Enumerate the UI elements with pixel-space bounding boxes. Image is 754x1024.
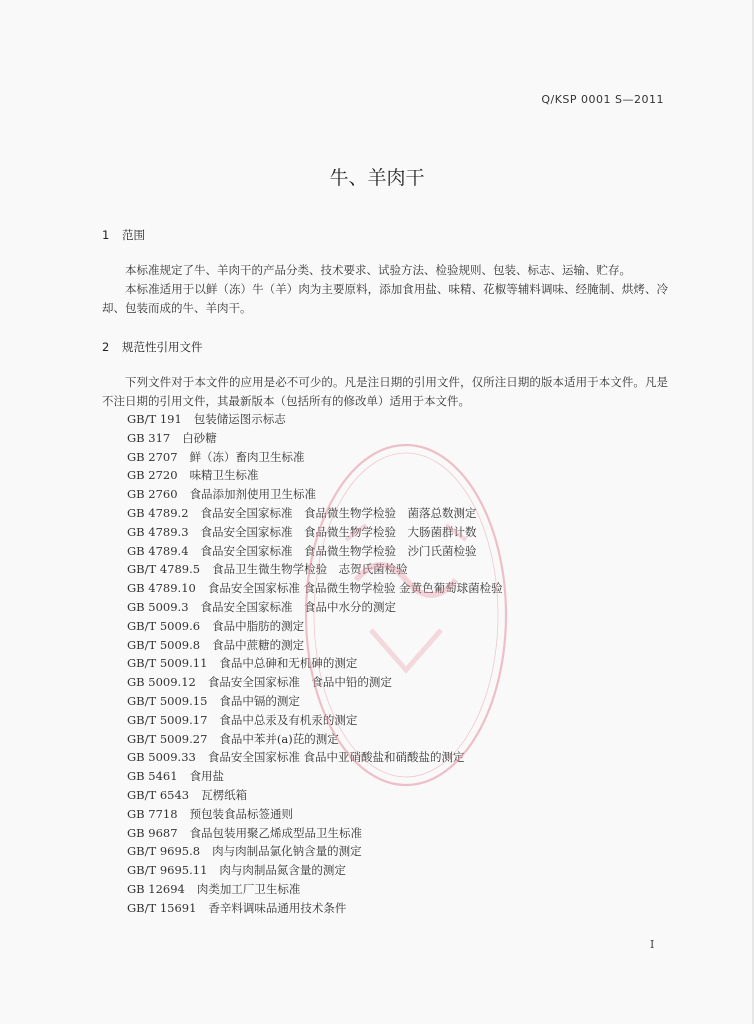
reference-title: 食品中苯并(a)芘的测定	[219, 731, 339, 746]
reference-title: 食用盐	[189, 769, 225, 784]
reference-code: GB/T 5009.27	[127, 731, 208, 746]
reference-code: GB 9687	[127, 825, 178, 840]
reference-item	[127, 748, 667, 767]
reference-code: GB 2720	[127, 468, 178, 483]
reference-code: GB/T 191	[127, 412, 182, 426]
reference-title: 食品安全国家标准 食品微生物学检验 沙门氏菌检验	[200, 543, 477, 558]
reference-title: 食品安全国家标准 食品微生物学检验 金黄色葡萄球菌检验	[207, 581, 503, 596]
reference-code: GB 317	[127, 430, 171, 445]
reference-item	[127, 767, 667, 786]
reference-item	[127, 466, 667, 485]
reference-item	[127, 861, 667, 880]
reference-title: 食品安全国家标准 食品中亚硝酸盐和硝酸盐的测定	[207, 750, 465, 765]
reference-title: 食品中脂肪的测定	[212, 618, 305, 633]
reference-code: GB 5009.33	[127, 750, 196, 765]
reference-list	[127, 410, 667, 918]
reference-item	[127, 880, 667, 899]
reference-code: GB/T 9695.8	[127, 844, 201, 859]
reference-title: 食品安全国家标准 食品中铅的测定	[207, 675, 392, 690]
reference-code: GB/T 5009.11	[127, 656, 208, 671]
reference-code: GB 7718	[127, 806, 178, 821]
reference-title: 肉与肉制品氯化钠含量的测定	[212, 844, 362, 859]
reference-title: 食品添加剂使用卫生标准	[189, 487, 317, 502]
reference-item	[127, 485, 667, 504]
reference-code: GB 4789.10	[127, 581, 196, 596]
reference-title: 预包装食品标签通则	[189, 806, 294, 821]
reference-code: GB/T 4789.5	[127, 562, 201, 577]
document-title: 牛、羊肉干	[329, 167, 425, 189]
paragraph: 下列文件对于本文件的应用是必不可少的。凡是注日期的引用文件，仅所注日期的版本适用于本文件。凡是不注日期的引用文件，其最新版本（包括所有的修改单）适用于本文件。	[102, 375, 668, 408]
reference-item	[127, 429, 667, 448]
reference-title: 食品中镉的测定	[219, 693, 300, 708]
reference-code: GB/T 5009.17	[127, 712, 208, 727]
section-1-heading	[102, 227, 145, 243]
reference-title: 食品安全国家标准 食品中水分的测定	[200, 599, 397, 614]
reference-title: 食品卫生微生物学检验 志贺氏菌检验	[212, 562, 408, 577]
reference-title: 食品中总砷和无机砷的测定	[219, 656, 358, 671]
reference-title: 瓦楞纸箱	[201, 787, 248, 802]
reference-item	[127, 673, 667, 692]
paragraph: 本标准适用于以鲜（冻）牛（羊）肉为主要原料，添加食用盐、味精、花椒等辅料调味、经腌制、烘烤、冷却、包装而成的牛、羊肉干。	[102, 282, 668, 315]
reference-item	[127, 448, 667, 467]
reference-title: 包装储运图示标志	[193, 412, 286, 426]
reference-item	[127, 692, 667, 711]
reference-code: GB 5461	[127, 769, 178, 784]
reference-item	[127, 824, 667, 843]
section-number: 2	[102, 340, 110, 354]
reference-code: GB/T 5009.15	[127, 693, 208, 708]
reference-title: 肉类加工厂卫生标准	[196, 881, 301, 896]
page-number: I	[650, 938, 655, 951]
reference-code: GB 12694	[127, 881, 185, 896]
reference-title: 味精卫生标准	[189, 468, 259, 483]
reference-item	[127, 523, 667, 542]
reference-item	[127, 504, 667, 523]
reference-code: GB 4789.4	[127, 543, 189, 558]
reference-item	[127, 899, 667, 918]
reference-code: GB 2707	[127, 449, 178, 464]
reference-title: 香辛料调味品通用技术条件	[208, 900, 347, 915]
reference-title: 食品包装用聚乙烯成型品卫生标准	[189, 825, 363, 840]
reference-item	[127, 730, 667, 749]
reference-title: 食品中总汞及有机汞的测定	[219, 712, 358, 727]
section-2-intro	[102, 373, 668, 411]
reference-code: GB 5009.3	[127, 599, 189, 614]
section-1-body	[102, 261, 668, 318]
reference-item	[127, 805, 667, 824]
reference-title: 食品安全国家标准 食品微生物学检验 大肠菌群计数	[200, 524, 477, 539]
reference-item	[127, 579, 667, 598]
reference-title: 白砂糖	[182, 430, 217, 445]
reference-title: 肉与肉制品氮含量的测定	[219, 863, 346, 878]
reference-item	[127, 786, 667, 805]
reference-item	[127, 410, 667, 429]
reference-item	[127, 654, 667, 673]
reference-title: 鲜（冻）畜肉卫生标准	[189, 449, 305, 464]
section-number: 1	[102, 228, 110, 242]
paragraph: 本标准规定了牛、羊肉干的产品分类、技术要求、试验方法、检验规则、包装、标志、运输、贮存。	[125, 263, 631, 277]
reference-code: GB/T 15691	[127, 900, 197, 915]
reference-code: GB/T 5009.8	[127, 637, 201, 652]
reference-code: GB 4789.2	[127, 505, 189, 520]
reference-title: 食品中蔗糖的测定	[212, 637, 305, 652]
reference-item	[127, 842, 667, 861]
reference-code: GB/T 5009.6	[127, 618, 201, 633]
section-2-heading	[102, 339, 203, 355]
reference-item	[127, 711, 667, 730]
reference-code: GB 2760	[127, 487, 178, 502]
reference-code: GB 5009.12	[127, 675, 196, 690]
reference-item	[127, 598, 667, 617]
reference-code: GB/T 6543	[127, 787, 190, 802]
reference-code: GB 4789.3	[127, 524, 189, 539]
reference-code: GB/T 9695.11	[127, 863, 208, 878]
section-title: 范围	[122, 228, 145, 242]
reference-item	[127, 617, 667, 636]
reference-title: 食品安全国家标准 食品微生物学检验 菌落总数测定	[200, 505, 477, 520]
reference-item	[127, 542, 667, 561]
document-number: Q/KSP 0001 S—2011	[541, 93, 664, 106]
section-title: 规范性引用文件	[122, 340, 203, 354]
reference-item	[127, 560, 667, 579]
reference-item	[127, 636, 667, 655]
